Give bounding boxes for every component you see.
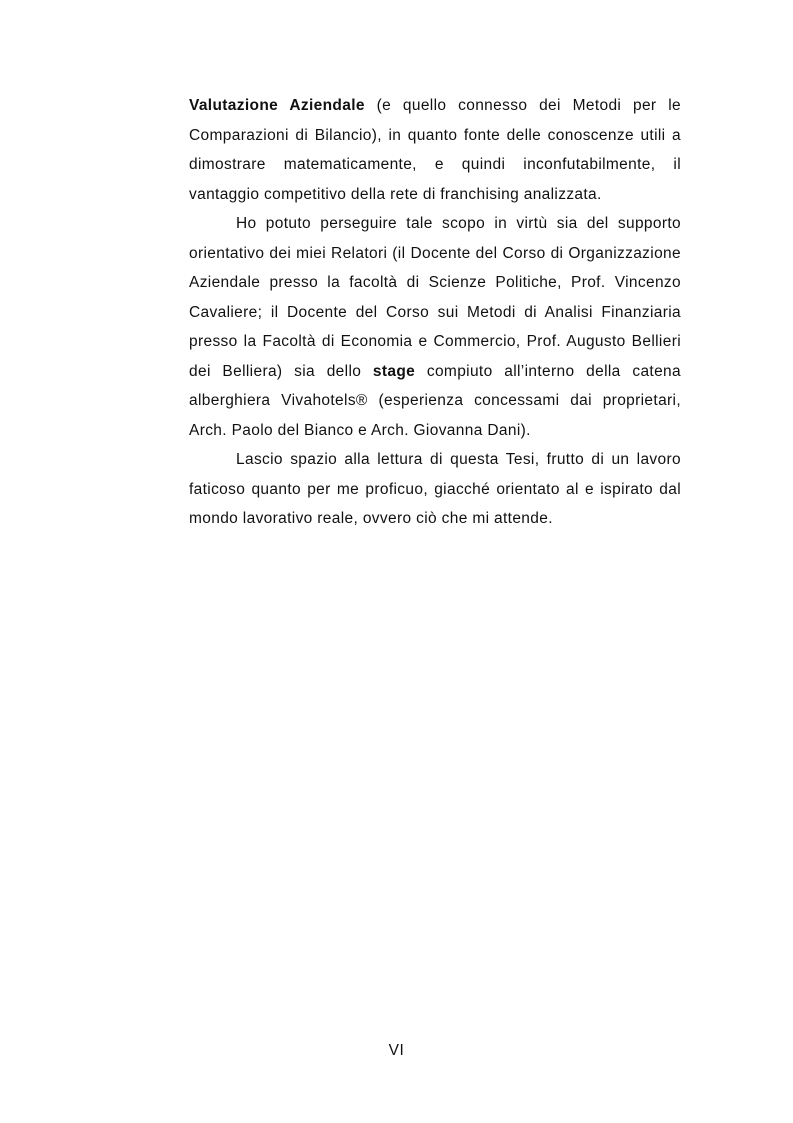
bold-term-stage: stage — [372, 362, 416, 380]
paragraph-valutazione — [189, 91, 681, 209]
paragraph-lascio-spazio — [189, 445, 681, 534]
paragraph-text: compiuto all’interno della catena alberghiera Vivahotels® (esperienza concessami dai proprietari, Arch. Paolo del Bianco e Arch. Giovanna Dani). — [189, 362, 681, 439]
page-body — [189, 91, 681, 534]
paragraph-ho-potuto — [189, 209, 681, 445]
page-number: VI — [388, 1042, 405, 1059]
paragraph-text: Ho potuto perseguire tale scopo in virtù sia del supporto orientativo dei miei Relatori (il Docente del Corso di Organizzazione Aziendale presso la facoltà di Scienze Politiche, Prof. Vincenzo Cavaliere; il Docente del Corso sui Metodi di Analisi Finanziaria presso la Facoltà di Economia e Commercio, Prof. Augusto Bellieri dei Belliera) sia dello — [189, 215, 681, 380]
paragraph-text: (e quello connesso dei Metodi per le Comparazioni di Bilancio), in quanto fonte delle conoscenze utili a dimostrare matematicamente, e quindi inconfutabilmente, il vantaggio competitivo della rete di franchising analizzata. — [189, 97, 681, 203]
bold-term-valutazione-aziendale: Valutazione Aziendale — [189, 97, 365, 114]
paragraph-text: Lascio spazio alla lettura di questa Tesi, frutto di un lavoro faticoso quanto per me proficuo, giacché orientato al e ispirato dal mondo lavorativo reale, ovvero ciò che mi attende. — [189, 451, 681, 527]
